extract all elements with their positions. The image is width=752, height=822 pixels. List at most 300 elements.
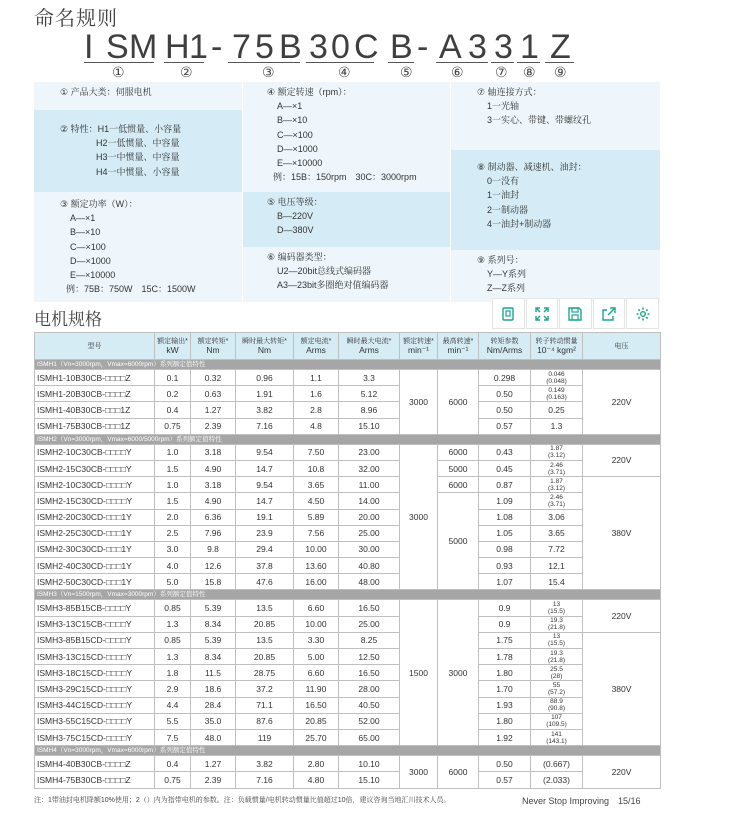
table-cell: 6000 xyxy=(438,756,479,788)
column-header: 额定转矩* Nm xyxy=(191,333,236,360)
table-cell: 25.00 xyxy=(339,616,400,632)
table-cell: 32.00 xyxy=(339,460,400,476)
table-cell: 16.00 xyxy=(294,574,339,590)
inertia-cell: 1.87 (3.12) xyxy=(531,444,583,460)
naming-cell-feature xyxy=(34,110,242,192)
table-cell: 5.39 xyxy=(191,600,236,616)
table-cell: 2.39 xyxy=(191,772,236,788)
code-marker: ④ xyxy=(338,64,351,80)
inertia-cell: 55 (57.2) xyxy=(531,681,583,697)
table-cell: 52.00 xyxy=(339,713,400,729)
table-row xyxy=(35,616,661,632)
table-row xyxy=(35,493,661,509)
table-cell: 3.82 xyxy=(236,402,294,418)
table-cell: 3000 xyxy=(400,444,438,590)
model-cell: ISMH3-29C15CD-□□□□Y xyxy=(35,681,155,697)
naming-cell-speed xyxy=(243,82,450,192)
table-cell: 6000 xyxy=(438,370,479,435)
table-cell: 4.90 xyxy=(191,493,236,509)
table-cell: 1.08 xyxy=(479,509,531,525)
naming-line: E—×10000 xyxy=(277,158,323,169)
code-underline xyxy=(436,62,488,63)
naming-line: H3一中惯量、中容量 xyxy=(96,152,180,163)
column-header: 最高转速* min⁻¹ xyxy=(438,333,479,360)
inertia-cell: 0.046 (0.048) xyxy=(531,370,583,386)
table-cell: 1.07 xyxy=(479,574,531,590)
table-cell: 8.34 xyxy=(191,649,236,665)
column-header: 瞬时最大电流* Arms xyxy=(339,333,400,360)
naming-line: C—×100 xyxy=(277,129,313,140)
table-cell: 0.43 xyxy=(479,444,531,460)
table-cell: 3.30 xyxy=(294,632,339,648)
model-cell: ISMH2-15C30CD-□□□□Y xyxy=(35,493,155,509)
inertia-cell: 1.3 xyxy=(531,418,583,434)
table-cell: 16.50 xyxy=(294,697,339,713)
naming-line: ⑧ 制动器、减速机、油封： xyxy=(477,162,587,172)
table-cell: 1.92 xyxy=(479,729,531,745)
naming-cell-shaft xyxy=(451,82,660,150)
table-cell: 65.00 xyxy=(339,729,400,745)
table-cell: 0.57 xyxy=(479,772,531,788)
inertia-cell: 13 (15.5) xyxy=(531,632,583,648)
table-row xyxy=(35,460,661,476)
code-marker: ⑨ xyxy=(554,64,567,80)
table-cell: 16.50 xyxy=(339,600,400,616)
naming-line: B—×10 xyxy=(277,115,308,126)
bookmark-icon xyxy=(500,306,516,322)
table-cell: 1.0 xyxy=(155,477,191,493)
model-cell: ISMH1-20B30CB-□□□□Z xyxy=(35,386,155,402)
table-cell: 119 xyxy=(236,729,294,745)
code-underline xyxy=(545,62,574,63)
table-cell: 30.00 xyxy=(339,541,400,557)
table-cell: 28.00 xyxy=(339,681,400,697)
inertia-cell: 2.46 (3.71) xyxy=(531,493,583,509)
table-cell: 14.7 xyxy=(236,493,294,509)
table-row xyxy=(35,525,661,541)
inertia-cell: 3.65 xyxy=(531,525,583,541)
table-cell: 5000 xyxy=(438,493,479,590)
code-char: 7 xyxy=(232,28,251,66)
table-cell: 2.5 xyxy=(155,525,191,541)
table-cell: 380V xyxy=(583,632,661,745)
table-cell: 18.6 xyxy=(191,681,236,697)
save-icon xyxy=(567,306,583,322)
spec-table xyxy=(34,332,661,789)
table-cell: 0.32 xyxy=(191,370,236,386)
section-row xyxy=(35,746,661,756)
table-cell: 0.2 xyxy=(155,386,191,402)
table-row xyxy=(35,418,661,434)
naming-line: 例：15B：150rpm 30C：3000rpm xyxy=(273,172,417,183)
naming-panel xyxy=(34,82,660,302)
table-cell: 14.00 xyxy=(339,493,400,509)
table-cell: 0.4 xyxy=(155,756,191,772)
table-cell: 3.18 xyxy=(191,444,236,460)
save-button[interactable] xyxy=(559,298,592,329)
table-cell: 0.85 xyxy=(155,600,191,616)
naming-line: H2一低惯量、中容量 xyxy=(96,138,180,149)
table-cell: 1.27 xyxy=(191,402,236,418)
table-cell: 220V xyxy=(583,600,661,632)
inertia-cell: 13 (15.5) xyxy=(531,600,583,616)
naming-line: 1一光轴 xyxy=(487,101,520,112)
table-cell: 0.85 xyxy=(155,632,191,648)
model-cell: ISMH4-40B30CB-□□□□Z xyxy=(35,756,155,772)
table-cell: 4.50 xyxy=(294,493,339,509)
table-cell: 35.0 xyxy=(191,713,236,729)
naming-line: ① 产品大类：伺服电机 xyxy=(60,87,152,97)
table-cell: 13.60 xyxy=(294,558,339,574)
naming-line: ⑦ 轴连接方式： xyxy=(477,87,542,97)
table-cell: 3000 xyxy=(438,600,479,746)
model-cell: ISMH1-10B30CB-□□□□Z xyxy=(35,370,155,386)
table-cell: 3000 xyxy=(400,756,438,788)
table-cell: 3.18 xyxy=(191,477,236,493)
share-icon xyxy=(601,306,617,322)
table-row xyxy=(35,541,661,557)
table-cell: 0.57 xyxy=(479,418,531,434)
table-cell: 37.8 xyxy=(236,558,294,574)
naming-line: A—×1 xyxy=(277,101,303,112)
code-marker: ① xyxy=(112,64,125,80)
table-cell: 48.0 xyxy=(191,729,236,745)
model-cell: ISMH2-30C30CD-□□□1Y xyxy=(35,541,155,557)
section-row xyxy=(35,434,661,444)
inertia-cell: 25.5 (28) xyxy=(531,665,583,681)
table-cell: 0.93 xyxy=(479,558,531,574)
table-cell: 0.9 xyxy=(479,616,531,632)
table-cell: 5.89 xyxy=(294,509,339,525)
table-cell: 220V xyxy=(583,444,661,476)
spec-title: 电机规格 xyxy=(34,310,102,329)
inertia-cell: 12.1 xyxy=(531,558,583,574)
column-header: 转子转动惯量 10⁻⁴ kgm² xyxy=(531,333,583,360)
naming-line: C—×100 xyxy=(70,241,106,252)
table-row xyxy=(35,386,661,402)
table-cell: 15.8 xyxy=(191,574,236,590)
table-cell: 1.5 xyxy=(155,493,191,509)
inertia-cell: 1.87 (3.12) xyxy=(531,477,583,493)
table-cell: 1.05 xyxy=(479,525,531,541)
table-cell: 7.96 xyxy=(191,525,236,541)
table-cell: 7.16 xyxy=(236,772,294,788)
naming-line: 3一实心、带键、带螺纹孔 xyxy=(487,115,592,126)
table-cell: 28.75 xyxy=(236,665,294,681)
table-cell: 5.5 xyxy=(155,713,191,729)
model-cell: ISMH3-13C15CD-□□□□Y xyxy=(35,649,155,665)
table-cell: 3000 xyxy=(400,370,438,435)
table-cell: 7.5 xyxy=(155,729,191,745)
table-cell: 11.00 xyxy=(339,477,400,493)
table-row xyxy=(35,697,661,713)
table-cell: 220V xyxy=(583,756,661,788)
table-cell: 0.50 xyxy=(479,756,531,772)
table-cell: 6000 xyxy=(438,477,479,493)
model-cell: ISMH3-44C15CD-□□□□Y xyxy=(35,697,155,713)
inertia-cell: 0.149 (0.163) xyxy=(531,386,583,402)
table-cell: 3.82 xyxy=(236,756,294,772)
inertia-cell: 141 (143.1) xyxy=(531,729,583,745)
table-row xyxy=(35,756,661,772)
expand-icon xyxy=(534,306,550,322)
table-cell: 2.39 xyxy=(191,418,236,434)
table-cell: 4.0 xyxy=(155,558,191,574)
naming-line: E—×10000 xyxy=(70,270,116,281)
model-cell: ISMH3-85B15CB-□□□□Y xyxy=(35,600,155,616)
table-row xyxy=(35,444,661,460)
table-cell: 12.6 xyxy=(191,558,236,574)
table-cell: 1.1 xyxy=(294,370,339,386)
inertia-cell: 7.72 xyxy=(531,541,583,557)
table-cell: 1.6 xyxy=(294,386,339,402)
model-cell: ISMH2-10C30CD-□□□□Y xyxy=(35,477,155,493)
code-char: 0 xyxy=(331,28,350,66)
table-cell: 10.10 xyxy=(339,756,400,772)
table-cell: 20.00 xyxy=(339,509,400,525)
table-cell: 1.70 xyxy=(479,681,531,697)
table-cell: 6000 xyxy=(438,444,479,460)
table-cell: 14.7 xyxy=(236,460,294,476)
table-cell: 5.12 xyxy=(339,386,400,402)
table-row xyxy=(35,729,661,745)
code-char: 3 xyxy=(309,28,328,66)
naming-line: B—220V xyxy=(277,211,314,222)
expand-button[interactable] xyxy=(526,298,559,329)
table-cell: 25.70 xyxy=(294,729,339,745)
table-cell: 9.54 xyxy=(236,477,294,493)
section-label: ISMH2（Vn=3000rpm，Vmax=6000/5000rpm）系列额定值特性 xyxy=(35,434,661,444)
table-cell: 0.45 xyxy=(479,460,531,476)
table-cell: 6.60 xyxy=(294,665,339,681)
naming-cell-product xyxy=(34,82,242,110)
column-header: 额定转速* min⁻¹ xyxy=(400,333,438,360)
table-cell: 4.8 xyxy=(294,418,339,434)
model-cell: ISMH3-13C15CB-□□□□Y xyxy=(35,616,155,632)
table-cell: 0.1 xyxy=(155,370,191,386)
table-cell: 2.80 xyxy=(294,756,339,772)
table-cell: 6.60 xyxy=(294,600,339,616)
naming-line: 0一没有 xyxy=(487,176,520,187)
naming-line: A3—23bit多圈绝对值编码器 xyxy=(277,280,389,291)
inertia-cell: (0.667) xyxy=(531,756,583,772)
table-cell: 220V xyxy=(583,370,661,435)
section-label: ISMH1（Vn=3000rpm，Vmax=6000rpm）系列额定值特性 xyxy=(35,360,661,370)
table-cell: 87.6 xyxy=(236,713,294,729)
table-cell: 1.27 xyxy=(191,756,236,772)
footnote: 注：1带油封电机降额10%使用；2（）内为指带电机的参数。注：负载惯量/电机转动惯量比值超过10倍，建议咨询当地汇川技术人员。 xyxy=(34,797,451,804)
table-cell: 0.75 xyxy=(155,418,191,434)
table-cell: 11.5 xyxy=(191,665,236,681)
code-marker: ⑦ xyxy=(495,64,508,80)
naming-line: ⑥ 编码器类型： xyxy=(267,252,332,262)
table-cell: 1.09 xyxy=(479,493,531,509)
column-header: 瞬时最大转矩* Nm xyxy=(236,333,294,360)
naming-line: ⑤ 电压等级： xyxy=(267,197,323,207)
table-cell: 15.10 xyxy=(339,418,400,434)
table-row xyxy=(35,632,661,648)
inertia-cell: 107 (109.5) xyxy=(531,713,583,729)
toolbar xyxy=(492,298,660,328)
table-cell: 2.9 xyxy=(155,681,191,697)
table-cell: 0.9 xyxy=(479,600,531,616)
table-row xyxy=(35,665,661,681)
code-char: 1 xyxy=(189,28,208,66)
naming-line: U2—20bit总线式编码器 xyxy=(277,266,372,277)
table-cell: 15.10 xyxy=(339,772,400,788)
inertia-cell: 2.46 (3.71) xyxy=(531,460,583,476)
table-cell: 0.298 xyxy=(479,370,531,386)
naming-line: D—380V xyxy=(277,225,314,236)
naming-cell-voltage xyxy=(243,192,450,247)
table-cell: 8.25 xyxy=(339,632,400,648)
code-underline xyxy=(84,62,154,63)
naming-line: 1一油封 xyxy=(487,190,520,201)
table-header xyxy=(35,333,661,360)
model-cell: ISMH4-75B30CB-□□□□Z xyxy=(35,772,155,788)
table-cell: 3.65 xyxy=(294,477,339,493)
table-row xyxy=(35,509,661,525)
table-cell: 4.4 xyxy=(155,697,191,713)
code-marker: ③ xyxy=(262,64,275,80)
table-cell: 4.80 xyxy=(294,772,339,788)
code-char: B xyxy=(390,28,413,66)
table-cell: 380V xyxy=(583,477,661,590)
naming-line: 例：75B：750W 15C：1500W xyxy=(66,284,196,295)
inertia-cell: 3.06 xyxy=(531,509,583,525)
table-cell: 11.90 xyxy=(294,681,339,697)
table-cell: 20.85 xyxy=(236,616,294,632)
code-char: - xyxy=(211,28,223,66)
code-char: A xyxy=(439,28,462,66)
table-cell: 9.8 xyxy=(191,541,236,557)
table-cell: 71.1 xyxy=(236,697,294,713)
table-row xyxy=(35,681,661,697)
table-cell: 1.3 xyxy=(155,649,191,665)
naming-cell-power xyxy=(34,192,242,302)
share-button[interactable] xyxy=(593,298,626,329)
table-cell: 16.50 xyxy=(339,665,400,681)
table-cell: 0.4 xyxy=(155,402,191,418)
table-cell: 7.56 xyxy=(294,525,339,541)
code-marker: ⑧ xyxy=(523,64,536,80)
naming-line: ⑨ 系列号： xyxy=(477,255,524,265)
table-cell: 8.34 xyxy=(191,616,236,632)
table-cell: 2.8 xyxy=(294,402,339,418)
table-cell: 13.5 xyxy=(236,600,294,616)
table-cell: 7.50 xyxy=(294,444,339,460)
table-cell: 25.00 xyxy=(339,525,400,541)
model-cell: ISMH2-40C30CD-□□□1Y xyxy=(35,558,155,574)
naming-line: ④ 额定转速（rpm）： xyxy=(267,87,352,97)
model-cell: ISMH2-25C30CD-□□□1Y xyxy=(35,525,155,541)
table-cell: 48.00 xyxy=(339,574,400,590)
code-underline xyxy=(228,62,300,63)
section-row xyxy=(35,590,661,600)
model-cell: ISMH3-55C15CD-□□□□Y xyxy=(35,713,155,729)
table-cell: 6.36 xyxy=(191,509,236,525)
table-cell: 9.54 xyxy=(236,444,294,460)
naming-line: A—×1 xyxy=(70,213,96,224)
code-underline xyxy=(388,62,414,63)
table-cell: 0.63 xyxy=(191,386,236,402)
naming-cell-encoder xyxy=(243,247,450,302)
table-cell: 23.9 xyxy=(236,525,294,541)
table-row xyxy=(35,713,661,729)
model-cell: ISMH3-75C15CD-□□□□Y xyxy=(35,729,155,745)
naming-line: ② 特性：H1一低惯量、小容量 xyxy=(60,124,182,134)
code-char: 3 xyxy=(494,28,513,66)
table-cell: 3.0 xyxy=(155,541,191,557)
table-row xyxy=(35,402,661,418)
naming-line: Z—Z系列 xyxy=(487,283,525,294)
code-char: M xyxy=(129,28,158,66)
table-cell: 1.91 xyxy=(236,386,294,402)
table-cell: 0.96 xyxy=(236,370,294,386)
table-row xyxy=(35,477,661,493)
table-cell: 12.50 xyxy=(339,649,400,665)
table-row xyxy=(35,649,661,665)
column-header: 电压 xyxy=(583,333,661,360)
code-marker: ② xyxy=(180,64,193,80)
table-cell: 0.50 xyxy=(479,402,531,418)
model-cell: ISMH3-85B15CD-□□□□Y xyxy=(35,632,155,648)
table-cell: 29.4 xyxy=(236,541,294,557)
model-cell: ISMH2-10C30CB-□□□□Y xyxy=(35,444,155,460)
naming-cell-series xyxy=(451,250,660,302)
table-cell: 5.39 xyxy=(191,632,236,648)
naming-line: ③ 额定功率（W）： xyxy=(60,199,138,209)
table-cell: 23.00 xyxy=(339,444,400,460)
model-code xyxy=(84,28,604,80)
gear-icon xyxy=(635,306,651,322)
table-row xyxy=(35,370,661,386)
table-cell: 1.8 xyxy=(155,665,191,681)
code-marker: ⑤ xyxy=(400,64,413,80)
table-row xyxy=(35,772,661,788)
code-char: - xyxy=(417,28,429,66)
table-cell: 8.96 xyxy=(339,402,400,418)
table-cell: 5.00 xyxy=(294,649,339,665)
inertia-cell: 88.9 (90.8) xyxy=(531,697,583,713)
table-cell: 1.3 xyxy=(155,616,191,632)
code-char: S xyxy=(106,28,129,66)
model-cell: ISMH1-75B30CB-□□□1Z xyxy=(35,418,155,434)
table-cell: 10.8 xyxy=(294,460,339,476)
table-cell: 1.78 xyxy=(479,649,531,665)
table-cell: 28.4 xyxy=(191,697,236,713)
inertia-cell: (2.033) xyxy=(531,772,583,788)
table-cell: 1.93 xyxy=(479,697,531,713)
table-cell: 10.00 xyxy=(294,616,339,632)
table-cell: 1.80 xyxy=(479,713,531,729)
bookmark-button[interactable] xyxy=(492,298,525,329)
column-header: 型号 xyxy=(35,333,155,360)
section-label: ISMH4（Vn=3000rpm，Vmax=6000rpm）系列额定值特性 xyxy=(35,746,661,756)
table-cell: 1500 xyxy=(400,600,438,746)
settings-button[interactable] xyxy=(626,298,659,329)
section-label: ISMH3（Vn=1500rpm，Vmax=3000rpm）系列额定值特性 xyxy=(35,590,661,600)
naming-cell-brake xyxy=(451,150,660,250)
code-underline xyxy=(164,62,204,63)
inertia-cell: 19.3 (21.8) xyxy=(531,649,583,665)
table-cell: 13.5 xyxy=(236,632,294,648)
table-row xyxy=(35,600,661,616)
naming-title: 命名规则 xyxy=(34,8,118,30)
table-cell: 20.85 xyxy=(294,713,339,729)
table-cell: 0.98 xyxy=(479,541,531,557)
table-cell: 5.0 xyxy=(155,574,191,590)
